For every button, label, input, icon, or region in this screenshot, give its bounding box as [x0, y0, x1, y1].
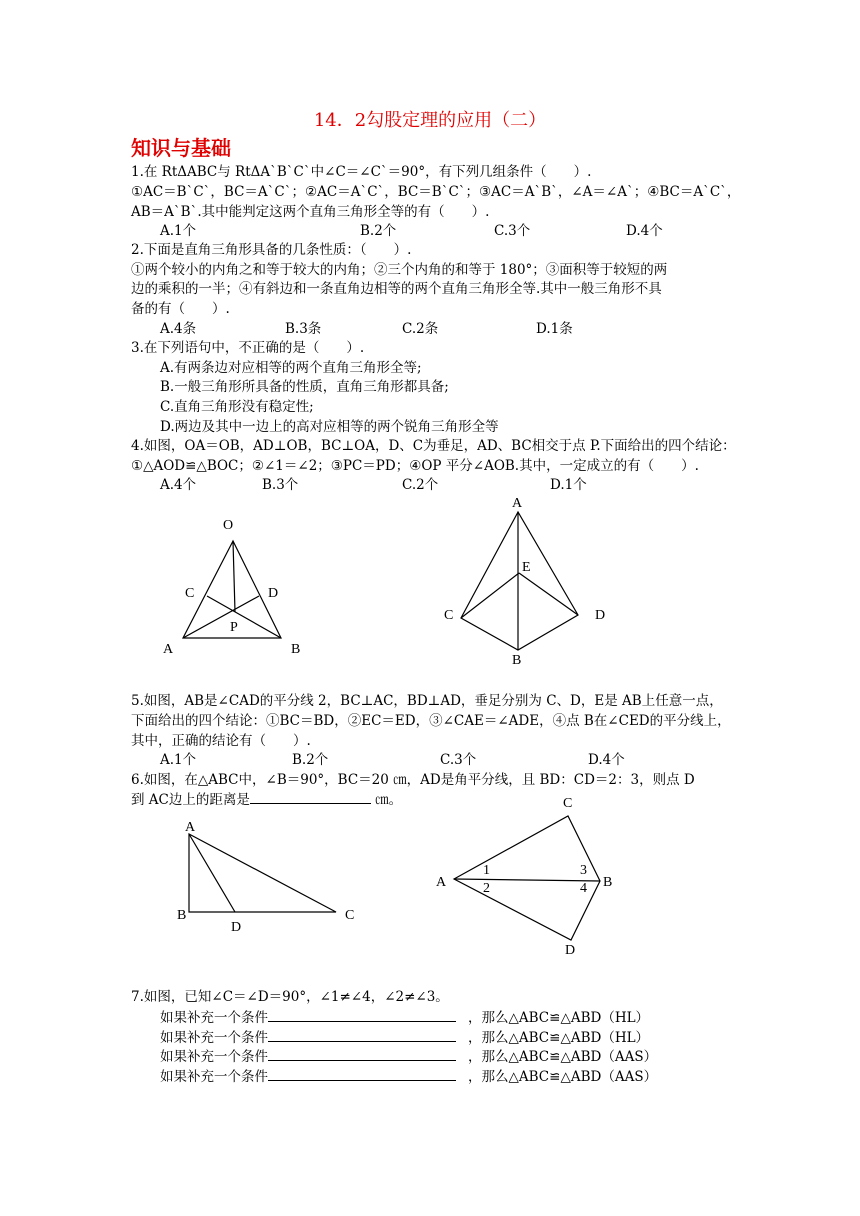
q7-row-1-blank[interactable] [268, 1007, 456, 1022]
q6-line2-unit: ㎝。 [370, 792, 403, 808]
fig1-label-a: A [163, 642, 174, 657]
q7-row-4-blank[interactable] [268, 1066, 456, 1081]
q6-stem: 6.如图，在△ABC中，∠B＝90°，BC＝20 ㎝，AD是角平分线，且 BD：CD＝2：3，则点 D [131, 772, 695, 788]
fig1-label-o: O [223, 518, 234, 533]
q7-row-1-prefix: 如果补充一个条件 [160, 1010, 268, 1026]
fig1-segment-op [233, 541, 235, 612]
q7-row-4 [160, 1066, 657, 1087]
q1-option-a: A.1个 [160, 223, 197, 239]
q2-line4: 备的有（ ）. [131, 301, 230, 317]
fig2-label-e: E [522, 560, 531, 575]
fig2-quad-acbd [461, 512, 578, 650]
fig1-segment-bc [207, 596, 281, 638]
q7-row-2-prefix: 如果补充一个条件 [160, 1030, 268, 1046]
fig4-label-d: D [565, 943, 576, 958]
figure-2 [461, 512, 578, 650]
q3-stem: 3.在下列语句中，不正确的是（ ）. [131, 340, 365, 356]
fig2-segment-de [519, 573, 578, 615]
fig1-label-c: C [185, 586, 195, 601]
q3-option-a: A.有两条边对应相等的两个直角三角形全等; [160, 360, 422, 376]
q5-option-b: B.2个 [292, 752, 329, 768]
fig3-label-b: B [177, 908, 187, 923]
fig2-label-c: C [444, 608, 454, 623]
q7-row-4-prefix: 如果补充一个条件 [160, 1069, 268, 1085]
q2-option-c: C.2条 [402, 321, 439, 337]
fig4-label-c: C [563, 796, 573, 811]
fig2-label-b: B [512, 653, 522, 668]
q6-line2-text: 到 AC边上的距离是 [131, 792, 250, 808]
q6-line2 [131, 789, 402, 810]
q7-row-2 [160, 1027, 649, 1048]
q4-line2: ①△AOD≌△BOC；②∠1＝∠2；③PC＝PD；④OP 平分∠AOB.其中，一定成立的有（ ）. [131, 458, 699, 474]
q7-stem: 7.如图，已知∠C＝∠D＝90°，∠1≠∠4，∠2≠∠3。 [131, 989, 449, 1005]
figure-3 [189, 834, 336, 912]
fig1-label-d: D [268, 586, 279, 601]
q2-line2: ①两个较小的内角之和等于较大的内角；②三个内角的和等于 180°；③面积等于较短的两 [131, 262, 668, 278]
q7-row-1 [160, 1007, 649, 1028]
fig2-segment-ce [461, 573, 519, 618]
q3-option-c: C.直角三角形没有稳定性; [160, 399, 314, 415]
q7-row-2-suffix: ，那么△ABC≌△ABD（HL） [468, 1030, 650, 1046]
q5-option-a: A.1个 [160, 752, 197, 768]
fig4-angle-4: 4 [580, 881, 587, 896]
q5-option-d: D.4个 [588, 752, 625, 768]
fig2-label-d: D [595, 608, 606, 623]
q4-option-a: A.4个 [160, 477, 197, 493]
fig4-label-a: A [436, 875, 447, 890]
q5-line3: 其中，正确的结论有（ ）. [131, 733, 311, 749]
fig1-label-p: P [230, 620, 238, 635]
q7-row-1-suffix: ，那么△ABC≌△ABD（HL） [468, 1010, 650, 1026]
fig4-segment-ab [454, 879, 600, 881]
q1-stem: 1.在 RtΔABC与 RtΔA`B`C`中∠C＝∠C`＝90°，有下列几组条件（ ）. [131, 164, 592, 180]
fig4-angle-2: 2 [483, 881, 490, 896]
fig3-label-a: A [185, 820, 196, 835]
q7-row-3-suffix: ，那么△ABC≌△ABD（AAS） [468, 1049, 658, 1065]
q2-option-a: A.4条 [160, 321, 197, 337]
fig4-angle-1: 1 [483, 863, 490, 878]
q1-option-c: C.3个 [494, 223, 531, 239]
q7-row-3 [160, 1046, 657, 1067]
q7-row-4-suffix: ，那么△ABC≌△ABD（AAS） [468, 1069, 658, 1085]
q2-line3: 边的乘积的一半；④有斜边和一条直角边相等的两个直角三角形全等.其中一般三角形不具 [131, 281, 662, 297]
q4-option-c: C.2个 [402, 477, 439, 493]
q6-answer-blank[interactable] [250, 789, 371, 804]
figure-4 [454, 816, 600, 940]
q4-stem: 4.如图，OA＝OB，AD⊥OB，BC⊥OA，D、C为垂足，AD、BC相交于点 P.下面给出的四个结论： [131, 438, 736, 454]
q1-option-d: D.4个 [626, 223, 663, 239]
fig2-label-a: A [512, 496, 523, 511]
q7-row-3-prefix: 如果补充一个条件 [160, 1049, 268, 1065]
q2-option-d: D.1条 [536, 321, 573, 337]
fig3-triangle-abc [189, 834, 336, 912]
fig4-angle-3: 3 [580, 863, 587, 878]
fig4-quad-acbd [454, 816, 600, 940]
q3-option-b: B.一般三角形所具备的性质，直角三角形都具备; [160, 379, 449, 395]
q7-row-3-blank[interactable] [268, 1046, 456, 1061]
q5-stem: 5.如图，AB是∠CAD的平分线 2，BC⊥AC，BD⊥AD，垂足分别为 C、D，E是 AB上任意一点， [131, 693, 723, 709]
q7-row-2-blank[interactable] [268, 1027, 456, 1042]
q5-line2: 下面给出的四个结论：①BC＝BD，②EC＝ED，③∠CAE＝∠ADE，④点 B在∠CED的平分线上， [131, 713, 731, 729]
q1-option-b: B.2个 [360, 223, 397, 239]
q3-option-d: D.两边及其中一边上的高对应相等的两个锐角三角形全等 [160, 419, 499, 435]
q4-option-b: B.3个 [262, 477, 299, 493]
q2-stem: 2.下面是直角三角形具备的几条性质：（ ）. [131, 242, 412, 258]
q5-option-c: C.3个 [440, 752, 477, 768]
fig1-label-b: B [291, 642, 301, 657]
section-heading: 知识与基础 [131, 136, 231, 160]
q2-option-b: B.3条 [285, 321, 322, 337]
fig4-label-b: B [603, 875, 613, 890]
q1-line3: AB＝A`B`.其中能判定这两个直角三角形全等的有（ ）. [131, 204, 490, 220]
page-title: 14．2勾股定理的应用（二） [313, 110, 547, 131]
fig3-label-c: C [345, 908, 355, 923]
fig3-label-d: D [231, 920, 242, 935]
q4-option-d: D.1个 [550, 477, 587, 493]
q1-line2: ①AC＝B`C`，BC＝A`C`；②AC＝A`C`，BC＝B`C`；③AC＝A`B`，∠A＝∠A`；④BC＝A`C`， [131, 184, 741, 200]
